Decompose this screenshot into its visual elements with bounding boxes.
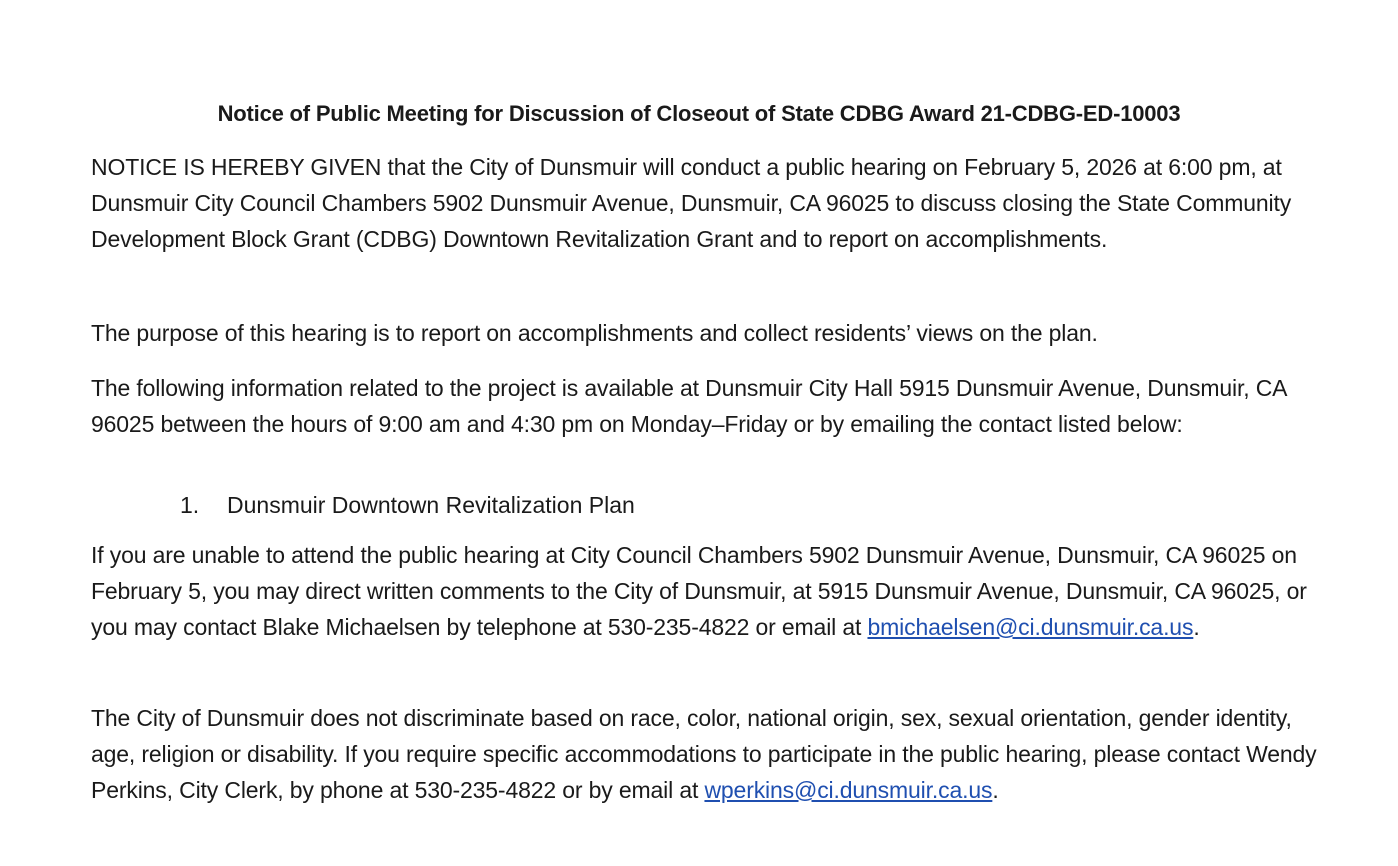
list-item-number: 1.: [180, 492, 200, 518]
document-title: Notice of Public Meeting for Discussion of Closeout of State CDBG Award 21-CDBG-ED-10003: [217, 101, 1181, 126]
period: .: [992, 777, 999, 803]
written-comments-text: If you are unable to attend the public hearing at City Council Chambers 5902 Dunsmuir Avenue, Dunsmuir, CA 96025 on February 5, you may direct written comments to the City of Dunsmuir, at 5915 Dunsmuir Avenue, Dunsmuir, CA 96025, or you may contact Blake Michaelsen by telephone at 530-235-4822 or email at: [91, 542, 1307, 640]
bmichaelsen-email-link[interactable]: bmichaelsen@ci.dunsmuir.ca.us: [867, 614, 1194, 640]
period: .: [1193, 614, 1200, 640]
purpose-paragraph: The purpose of this hearing is to report on accomplishments and collect residents’ views on the plan.: [91, 320, 1098, 346]
list-item: [180, 487, 635, 523]
information-availability-paragraph: The following information related to the project is available at Dunsmuir City Hall 5915 Dunsmuir Avenue, Dunsmuir, CA 96025 between the hours of 9:00 am and 4:30 pm on Monday–Friday or by emailing the contact listed below:: [91, 375, 1287, 437]
list-item-text: Dunsmuir Downtown Revitalization Plan: [227, 492, 635, 518]
wperkins-email-link[interactable]: wperkins@ci.dunsmuir.ca.us: [704, 777, 993, 803]
document-list: [180, 487, 635, 523]
hearing-notice-paragraph: NOTICE IS HEREBY GIVEN that the City of Dunsmuir will conduct a public hearing on February 5, 2026 at 6:00 pm, at Dunsmuir City Council Chambers 5902 Dunsmuir Avenue, Dunsmuir, CA 96025 to discuss closing the State Community Development Block Grant (CDBG) Downtown Revitalization Grant and to report on accomplishments.: [91, 154, 1292, 252]
nondiscrimination-paragraph: [91, 700, 1341, 808]
nondiscrimination-text: The City of Dunsmuir does not discriminate based on race, color, national origin, sex, sexual orientation, gender identity, age, religion or disability. If you require specific accommodations to participate in the public hearing, please contact Wendy Perkins, City Clerk, by phone at 530-235-4822 or by email at: [91, 705, 1317, 803]
written-comments-paragraph: [91, 537, 1341, 645]
